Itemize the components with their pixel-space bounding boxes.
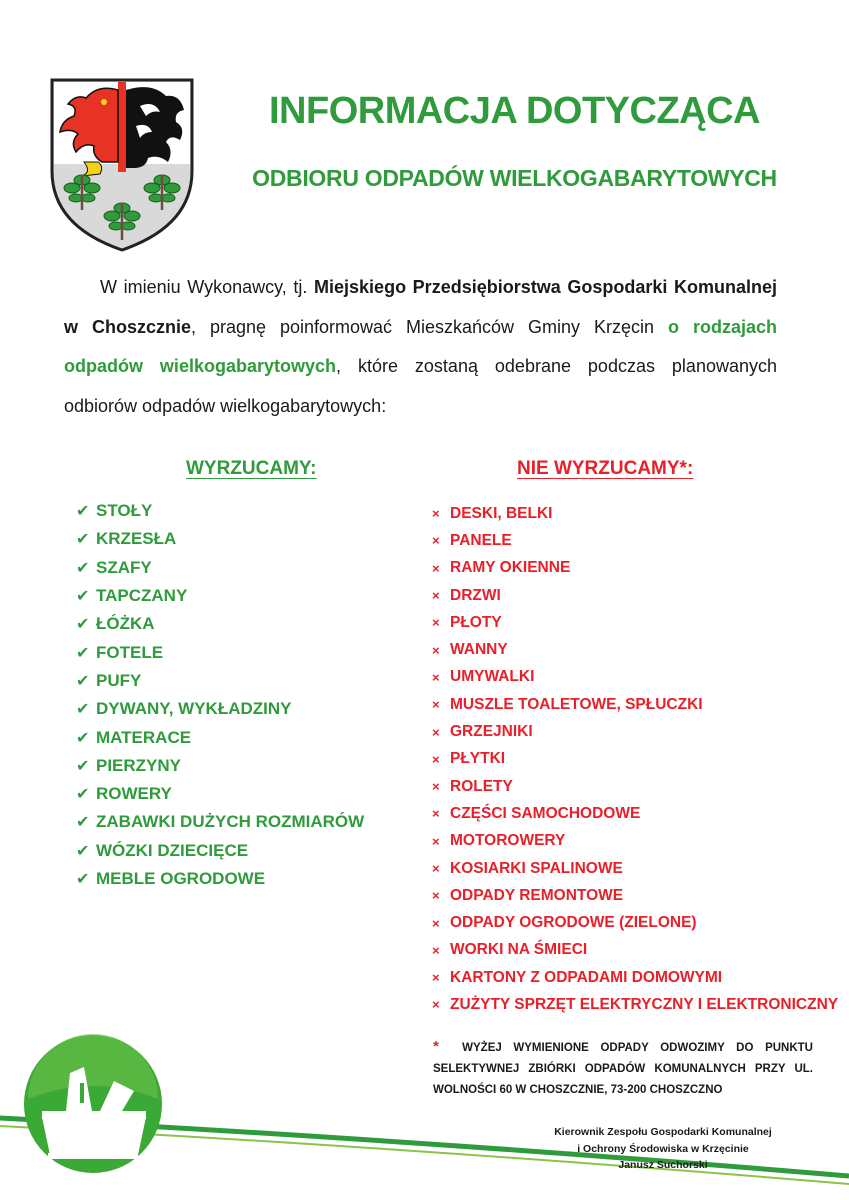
allowed-item-label: PIERZYNY xyxy=(96,755,182,775)
cross-icon: × xyxy=(432,779,440,795)
cross-icon: × xyxy=(432,724,440,740)
forbidden-item-label: GRZEJNIKI xyxy=(450,723,533,741)
allowed-item xyxy=(76,780,364,808)
allowed-item-label: ROWERY xyxy=(96,784,172,804)
cross-icon: × xyxy=(432,997,440,1013)
signature-line-2: i Ochrony Środowiska w Krzęcinie xyxy=(577,1142,749,1155)
checkmark-icon: ✔ xyxy=(76,672,90,690)
cross-icon: × xyxy=(432,669,440,685)
container-logo-icon xyxy=(22,1033,164,1175)
allowed-item-label: STOŁY xyxy=(96,501,153,521)
forbidden-item-label: WORKI NA ŚMIECI xyxy=(450,941,588,959)
checkmark-icon: ✔ xyxy=(76,644,90,662)
allowed-item-label: MEBLE OGRODOWE xyxy=(96,869,266,888)
checkmark-icon: ✔ xyxy=(76,559,90,577)
checkmark-icon: ✔ xyxy=(76,757,90,775)
forbidden-item-label: ZUŻYTY SPRZĘT ELEKTRYCZNY I ELEKTRONICZNY xyxy=(450,995,839,1013)
allowed-list xyxy=(76,497,364,893)
checkmark-icon: ✔ xyxy=(76,588,90,606)
checkmark-icon: ✔ xyxy=(76,871,90,888)
allowed-item xyxy=(76,525,364,553)
allowed-item xyxy=(76,695,364,723)
allowed-item xyxy=(76,667,364,695)
allowed-item xyxy=(76,610,364,638)
allowed-item xyxy=(76,723,364,751)
cross-icon: × xyxy=(432,560,440,576)
allowed-item xyxy=(76,554,364,582)
checkmark-icon: ✔ xyxy=(76,729,90,747)
forbidden-item xyxy=(432,937,838,964)
forbidden-item-label: MUSZLE TOALETOWE, SPŁUCZKI xyxy=(450,695,703,713)
cross-icon: × xyxy=(432,888,440,904)
forbidden-item-label: CZĘŚCI SAMOCHODOWE xyxy=(450,804,641,822)
intro-company-name: Miejskiego Przedsiębiorstwa Gospodarki Komunalnej w Choszcznie xyxy=(64,277,777,337)
allowed-item xyxy=(76,865,364,893)
intro-text-2: , pragnę poinformować Mieszkańców Gminy Krzęcin xyxy=(191,316,655,337)
coat-of-arms-icon xyxy=(48,76,196,254)
forbidden-item-label: ODPADY OGRODOWE (ZIELONE) xyxy=(450,914,697,932)
forbidden-item xyxy=(432,636,838,663)
forbidden-item xyxy=(432,909,838,936)
forbidden-item-label: KARTONY Z ODPADAMI DOMOWYMI xyxy=(450,968,723,986)
checkmark-icon: ✔ xyxy=(76,503,90,521)
allowed-item-label: TAPCZANY xyxy=(96,586,188,606)
cross-icon: × xyxy=(432,861,440,876)
checkmark-icon: ✔ xyxy=(76,786,90,804)
forbidden-item-label: RAMY OKIENNE xyxy=(450,559,571,577)
intro-text-1: W imieniu Wykonawcy, tj. xyxy=(100,277,308,297)
forbidden-item xyxy=(432,718,838,745)
cross-icon: × xyxy=(432,697,440,713)
cross-icon: × xyxy=(432,970,440,986)
forbidden-item-label: PŁOTY xyxy=(450,613,502,631)
allowed-item-label: DYWANY, WYKŁADZINY xyxy=(96,699,292,719)
allowed-item-label: SZAFY xyxy=(96,557,152,577)
cross-icon: × xyxy=(432,642,440,658)
forbidden-item-label: ROLETY xyxy=(450,777,513,795)
forbidden-item xyxy=(432,746,838,773)
forbidden-item-label: DESKI, BELKI xyxy=(450,504,553,522)
page-title: INFORMACJA DOTYCZĄCA xyxy=(268,90,760,132)
allowed-item xyxy=(76,752,364,780)
allowed-item-label: PUFY xyxy=(96,670,142,690)
allowed-item xyxy=(76,808,364,836)
allowed-item-label: MATERACE xyxy=(96,727,192,747)
allowed-heading: WYRZUCAMY: xyxy=(186,458,317,479)
allowed-item-label: ZABAWKI DUŻYCH ROZMIARÓW xyxy=(96,812,365,832)
forbidden-item xyxy=(432,500,838,527)
forbidden-item xyxy=(432,964,838,991)
forbidden-heading: NIE WYRZUCAMY*: xyxy=(517,458,694,479)
forbidden-item xyxy=(432,800,838,827)
cross-icon: × xyxy=(432,506,440,522)
forbidden-item xyxy=(432,855,838,882)
forbidden-item xyxy=(432,555,838,582)
checkmark-icon: ✔ xyxy=(76,616,90,634)
cross-icon: × xyxy=(432,942,440,958)
cross-icon: × xyxy=(432,833,440,849)
allowed-item xyxy=(76,638,364,666)
checkmark-icon: ✔ xyxy=(76,814,90,832)
signature-line-1: Kierownik Zespołu Gospodarki Komunalnej xyxy=(554,1126,772,1138)
footnote-star: * xyxy=(433,1038,439,1055)
cross-icon: × xyxy=(432,588,440,604)
checkmark-icon: ✔ xyxy=(76,531,90,549)
forbidden-item-label: DRZWI xyxy=(450,586,501,604)
forbidden-item xyxy=(432,527,838,554)
forbidden-item-label: KOSIARKI SPALINOWE xyxy=(450,859,623,877)
checkmark-icon: ✔ xyxy=(76,701,90,719)
forbidden-item-label: MOTOROWERY xyxy=(450,832,566,850)
allowed-item-label: FOTELE xyxy=(96,642,164,662)
forbidden-item-label: ODPADY REMONTOWE xyxy=(450,886,624,904)
allowed-item-label: ŁÓŻKA xyxy=(96,614,155,634)
signature-block xyxy=(513,1124,813,1174)
allowed-item xyxy=(76,837,364,865)
intro-highlight: o rodzajach odpadów wielkogabarytowych xyxy=(64,316,777,376)
forbidden-list xyxy=(432,500,838,1019)
cross-icon: × xyxy=(432,806,440,822)
forbidden-item-label: PŁYTKI xyxy=(450,750,506,768)
forbidden-item xyxy=(432,691,838,718)
forbidden-item-label: WANNY xyxy=(450,641,508,659)
cross-icon: × xyxy=(432,615,440,631)
forbidden-item xyxy=(432,664,838,691)
forbidden-item-label: UMYWALKI xyxy=(450,668,535,686)
forbidden-item xyxy=(432,582,838,609)
cross-icon: × xyxy=(432,751,440,767)
allowed-item-label: WÓZKI DZIECIĘCE xyxy=(96,840,249,860)
forbidden-item xyxy=(432,882,838,909)
forbidden-item xyxy=(432,773,838,800)
allowed-item xyxy=(76,497,364,525)
forbidden-item xyxy=(432,609,838,636)
cross-icon: × xyxy=(432,533,440,549)
page-subtitle: ODBIORU ODPADÓW WIELKOGABARYTOWYCH xyxy=(252,165,777,191)
forbidden-item xyxy=(432,828,838,855)
cross-icon: × xyxy=(432,915,440,931)
intro-paragraph xyxy=(64,268,777,426)
signature-name: Janusz Suchorski xyxy=(618,1159,708,1171)
forbidden-item-label: PANELE xyxy=(450,531,512,549)
footnote-text: WYŻEJ WYMIENIONE ODPADY ODWOZIMY DO PUNKTU SELEKTYWNEJ ZBIÓRKI ODPADÓW KOMUNALNYCH PRZY UL. WOLNOŚCI 60 W CHOSZCZNIE, 73-200 CHOSZCZNO xyxy=(433,1042,813,1096)
allowed-item-label: KRZESŁA xyxy=(96,529,177,549)
intro-text-3: , które zostaną odebrane podczas planowanych odbiorów odpadów wielkogabarytowych: xyxy=(64,356,777,416)
checkmark-icon: ✔ xyxy=(76,842,90,860)
forbidden-item xyxy=(432,991,838,1018)
allowed-item xyxy=(76,582,364,610)
